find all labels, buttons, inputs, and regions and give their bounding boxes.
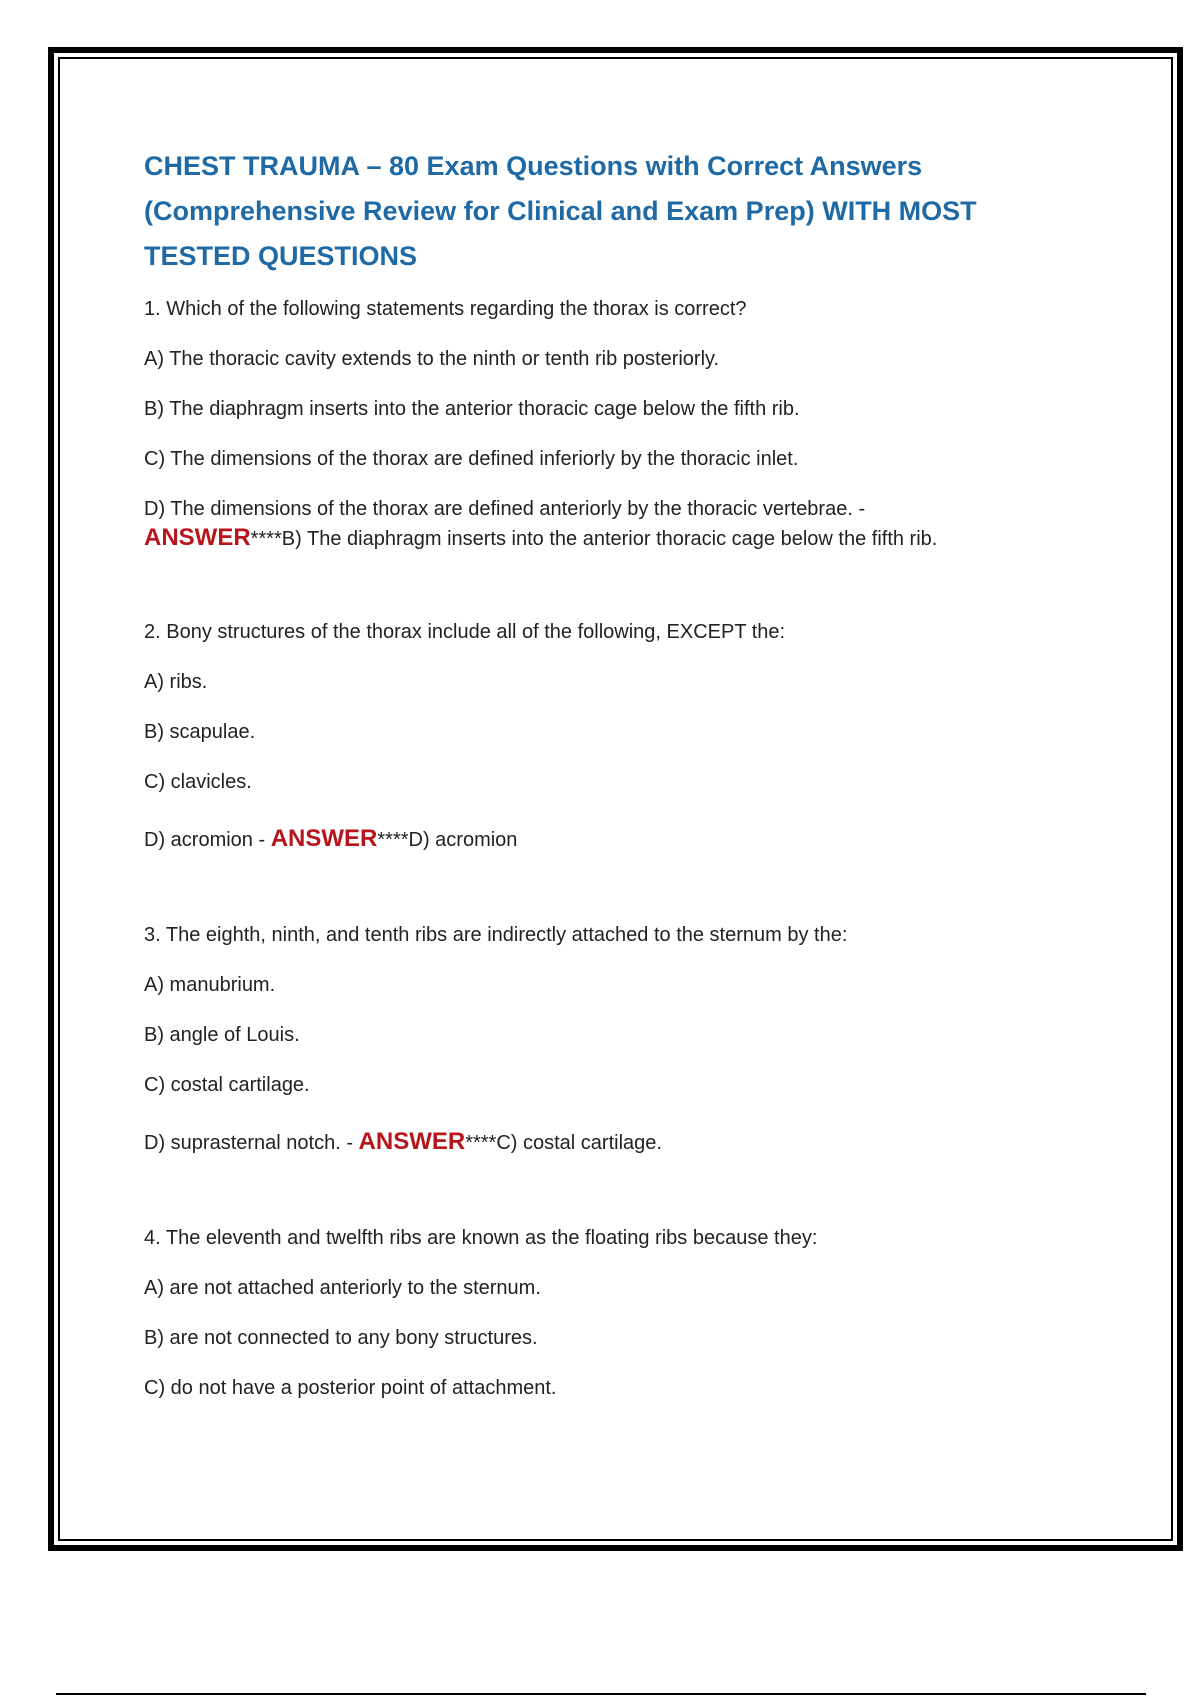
answer-text: ****D) acromion [377, 829, 518, 851]
option: A) are not attached anteriorly to the sternum. [144, 1277, 541, 1299]
option: A) manubrium. [144, 974, 276, 996]
option: C) costal cartilage. [144, 1074, 310, 1096]
option: C) The dimensions of the thorax are defined inferiorly by the thoracic inlet. [144, 448, 799, 470]
question-block [144, 620, 1044, 859]
option: D) The dimensions of the thorax are defined anteriorly by the thoracic vertebrae. - [144, 498, 866, 520]
question-block [144, 297, 1044, 556]
option: D) suprasternal notch. - [144, 1132, 359, 1154]
option: B) The diaphragm inserts into the anterior thoracic cage below the fifth rib. [144, 398, 800, 420]
answer-label: ANSWER [358, 1128, 466, 1155]
answer-label: ANSWER [270, 825, 378, 852]
answer-line [144, 820, 1044, 859]
option: B) angle of Louis. [144, 1024, 300, 1046]
question-stem: 3. The eighth, ninth, and tenth ribs are indirectly attached to the sternum by the: [144, 924, 848, 946]
answer-line [144, 521, 1044, 556]
option: C) clavicles. [144, 771, 252, 793]
document-content [144, 144, 1044, 1426]
answer-text: ****B) The diaphragm inserts into the anterior thoracic cage below the fifth rib. [250, 528, 938, 550]
question-stem: 1. Which of the following statements regarding the thorax is correct? [144, 298, 747, 320]
question-block [144, 1226, 1044, 1400]
option: A) The thoracic cavity extends to the ninth or tenth rib posteriorly. [144, 348, 720, 370]
question-stem: 2. Bony structures of the thorax include all of the following, EXCEPT the: [144, 621, 786, 643]
option: A) ribs. [144, 671, 208, 693]
answer-label: ANSWER [144, 524, 251, 551]
option: C) do not have a posterior point of attachment. [144, 1377, 557, 1399]
option: B) scapulae. [144, 721, 256, 743]
answer-line [144, 1123, 1044, 1162]
document-title: CHEST TRAUMA – 80 Exam Questions with Correct Answers (Comprehensive Review for Clinical and Exam Prep) WITH MOST TESTED QUESTIONS [144, 151, 977, 271]
question-block [144, 923, 1044, 1162]
answer-text: ****C) costal cartilage. [465, 1132, 662, 1154]
bottom-rule [56, 1693, 1146, 1695]
question-stem: 4. The eleventh and twelfth ribs are known as the floating ribs because they: [144, 1227, 818, 1249]
option: B) are not connected to any bony structures. [144, 1327, 538, 1349]
option: D) acromion - [144, 829, 271, 851]
